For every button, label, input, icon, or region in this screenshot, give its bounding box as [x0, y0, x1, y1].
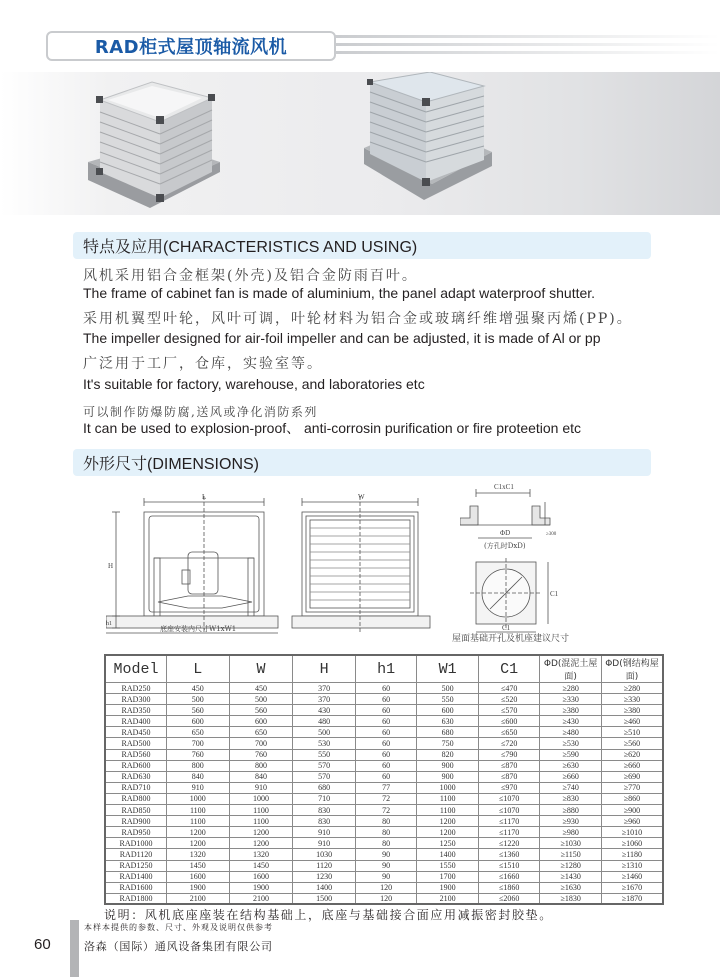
page-number: 60	[34, 936, 51, 953]
table-cell: 60	[355, 727, 417, 738]
column-header: W	[229, 655, 293, 683]
table-cell: ≥1830	[540, 893, 602, 904]
table-cell: ≤470	[478, 683, 540, 694]
column-header: W1	[417, 655, 479, 683]
table-cell: 1400	[417, 849, 479, 860]
table-cell: ≥560	[601, 738, 663, 749]
table-cell: 60	[355, 716, 417, 727]
table-header-row	[105, 655, 663, 683]
table-cell: 910	[293, 838, 356, 849]
char-line-3-cn: 广泛用于工厂，仓库，实验室等。	[83, 356, 323, 372]
table-cell: ≥770	[601, 782, 663, 793]
table-cell: 1200	[417, 816, 479, 827]
table-row	[105, 893, 663, 904]
table-cell: 2100	[417, 893, 479, 904]
table-cell: 120	[355, 882, 417, 893]
column-header: ΦD(混泥土屋面)	[540, 655, 602, 683]
table-cell: 500	[229, 694, 293, 705]
table-cell: ≤870	[478, 760, 540, 771]
label-c1xc1: C1xC1	[494, 483, 514, 491]
table-cell: ≥280	[540, 683, 602, 694]
table-cell: ≤2060	[478, 893, 540, 904]
table-cell: ≤570	[478, 705, 540, 716]
table-cell: ≥480	[540, 727, 602, 738]
table-cell: 2100	[167, 893, 230, 904]
title-box	[46, 31, 336, 61]
table-cell: ≥1870	[601, 893, 663, 904]
table-cell: ≥1670	[601, 882, 663, 893]
table-cell: RAD1600	[105, 882, 167, 893]
table-cell: ≥830	[540, 793, 602, 804]
table-cell: ≥630	[540, 760, 602, 771]
table-cell: ≥930	[540, 816, 602, 827]
table-cell: ≥980	[540, 827, 602, 838]
table-row	[105, 860, 663, 871]
section-heading-dimensions	[73, 449, 651, 476]
page-bar-decor	[70, 920, 79, 977]
table-cell: 560	[167, 705, 230, 716]
table-cell: ≥380	[601, 705, 663, 716]
table-cell: 60	[355, 749, 417, 760]
table-cell: 800	[229, 760, 293, 771]
table-cell: 1200	[417, 827, 479, 838]
table-cell: 1000	[417, 782, 479, 793]
table-cell: 1450	[229, 860, 293, 871]
table-cell: 1230	[293, 871, 356, 882]
table-cell: 480	[293, 716, 356, 727]
table-row	[105, 727, 663, 738]
char-line-3-en: It's suitable for factory, warehouse, and laboratories etc	[83, 376, 425, 392]
table-cell: 1550	[417, 860, 479, 871]
dimensions-heading-text: 外形尺寸(DIMENSIONS)	[83, 456, 260, 473]
table-cell: 910	[293, 827, 356, 838]
table-cell: 800	[167, 760, 230, 771]
table-cell: ≥1180	[601, 849, 663, 860]
table-cell: RAD850	[105, 805, 167, 816]
table-cell: ≤970	[478, 782, 540, 793]
table-cell: ≥330	[601, 694, 663, 705]
table-cell: 1100	[229, 805, 293, 816]
table-cell: 750	[417, 738, 479, 749]
table-cell: ≤1360	[478, 849, 540, 860]
table-row	[105, 827, 663, 838]
table-cell: 1000	[229, 793, 293, 804]
label-square-hole: (方孔时DxD)	[484, 542, 526, 550]
table-cell: 1000	[167, 793, 230, 804]
table-cell: 60	[355, 683, 417, 694]
table-cell: 60	[355, 738, 417, 749]
table-cell: 450	[229, 683, 293, 694]
table-cell: RAD350	[105, 705, 167, 716]
table-cell: ≥690	[601, 771, 663, 782]
table-cell: RAD800	[105, 793, 167, 804]
char-line-1-cn: 风机采用铝合金框架(外壳)及铝合金防雨百叶。	[83, 268, 418, 284]
table-cell: 830	[293, 805, 356, 816]
table-cell: ≤1070	[478, 805, 540, 816]
table-cell: 72	[355, 805, 417, 816]
table-cell: 80	[355, 827, 417, 838]
table-cell: 650	[167, 727, 230, 738]
installation-note: 说明：风机底座座装在结构基础上，底座与基础接合面应用减振密封胶垫。	[104, 908, 553, 922]
table-cell: ≤1860	[478, 882, 540, 893]
table-cell: 90	[355, 871, 417, 882]
table-cell: 370	[293, 683, 356, 694]
front-view-drawing	[288, 492, 438, 637]
table-cell: ≥660	[540, 771, 602, 782]
table-cell: ≥380	[540, 705, 602, 716]
table-cell: ≥900	[601, 805, 663, 816]
table-cell: 600	[417, 705, 479, 716]
table-cell: 760	[229, 749, 293, 760]
table-cell: 60	[355, 760, 417, 771]
table-row	[105, 838, 663, 849]
closed-cabinet-fan-photo	[360, 72, 500, 212]
table-row	[105, 805, 663, 816]
table-cell: 560	[229, 705, 293, 716]
table-cell: 1250	[417, 838, 479, 849]
label-L: L	[202, 493, 207, 501]
characteristics-heading-text: 特点及应用(CHARACTERISTICS AND USING)	[83, 239, 418, 256]
column-header: C1	[478, 655, 540, 683]
char-line-4-cn: 可以制作防爆防腐,送风或净化消防系列	[83, 405, 318, 419]
label-base-inner: 底座安装内尺寸W1xW1	[160, 625, 237, 633]
table-cell: 570	[293, 760, 356, 771]
table-cell: 1200	[229, 838, 293, 849]
table-cell: 1100	[167, 805, 230, 816]
table-cell: 500	[293, 727, 356, 738]
table-cell: 500	[417, 683, 479, 694]
table-cell: ≥1430	[540, 871, 602, 882]
table-cell: 430	[293, 705, 356, 716]
table-cell: 530	[293, 738, 356, 749]
table-cell: RAD1400	[105, 871, 167, 882]
table-cell: ≥960	[601, 816, 663, 827]
column-header: Model	[105, 655, 167, 683]
char-line-2-en: The impeller designed for air-foil impeller and can be adjusted, it is made of Al or pp	[83, 330, 601, 346]
title-decor-stripes	[330, 35, 720, 57]
table-cell: 630	[417, 716, 479, 727]
table-cell: ≤1170	[478, 816, 540, 827]
table-cell: 830	[293, 816, 356, 827]
table-row	[105, 738, 663, 749]
label-h1: h1	[106, 621, 112, 627]
table-cell: RAD1000	[105, 838, 167, 849]
table-cell: 500	[167, 694, 230, 705]
table-cell: 1100	[417, 805, 479, 816]
table-cell: 1400	[293, 882, 356, 893]
table-cell: RAD950	[105, 827, 167, 838]
side-view-drawing	[106, 492, 286, 637]
table-cell: ≥1030	[540, 838, 602, 849]
column-header: h1	[355, 655, 417, 683]
section-heading-characteristics	[73, 232, 651, 259]
table-cell: ≥1460	[601, 871, 663, 882]
table-cell: ≥1630	[540, 882, 602, 893]
table-cell: 700	[229, 738, 293, 749]
table-cell: 2100	[229, 893, 293, 904]
table-cell: ≤600	[478, 716, 540, 727]
table-cell: ≥860	[601, 793, 663, 804]
table-body	[105, 683, 663, 905]
table-row	[105, 849, 663, 860]
table-row	[105, 760, 663, 771]
table-cell: RAD400	[105, 716, 167, 727]
table-cell: 1600	[229, 871, 293, 882]
table-cell: 370	[293, 694, 356, 705]
table-cell: ≤1170	[478, 827, 540, 838]
table-cell: 680	[417, 727, 479, 738]
table-cell: 710	[293, 793, 356, 804]
table-cell: ≤790	[478, 749, 540, 760]
table-cell: ≤1660	[478, 871, 540, 882]
table-cell: 450	[167, 683, 230, 694]
table-cell: 1450	[167, 860, 230, 871]
label-min300: ≥300	[546, 532, 557, 537]
table-row	[105, 771, 663, 782]
table-cell: ≥590	[540, 749, 602, 760]
table-cell: ≥880	[540, 805, 602, 816]
table-cell: 910	[229, 782, 293, 793]
column-header: L	[167, 655, 230, 683]
table-row	[105, 694, 663, 705]
roof-caption: 屋面基础开孔及机座建议尺寸	[452, 634, 570, 644]
table-row	[105, 793, 663, 804]
table-cell: ≥1150	[540, 849, 602, 860]
table-cell: ≥620	[601, 749, 663, 760]
table-cell: 680	[293, 782, 356, 793]
table-cell: 820	[417, 749, 479, 760]
table-cell: 1100	[229, 816, 293, 827]
table-cell: RAD250	[105, 683, 167, 694]
table-cell: 72	[355, 793, 417, 804]
table-cell: 1900	[229, 882, 293, 893]
table-cell: ≥460	[601, 716, 663, 727]
table-cell: 700	[167, 738, 230, 749]
table-cell: 1200	[167, 827, 230, 838]
table-cell: 570	[293, 771, 356, 782]
table-cell: 1200	[167, 838, 230, 849]
table-cell: 650	[229, 727, 293, 738]
table-cell: 1100	[167, 816, 230, 827]
table-cell: 550	[293, 749, 356, 760]
table-cell: ≥280	[601, 683, 663, 694]
table-cell: 1900	[417, 882, 479, 893]
table-row	[105, 683, 663, 694]
page-title: RAD柜式屋顶轴流风机	[94, 37, 288, 58]
table-cell: 1320	[229, 849, 293, 860]
table-cell: 1500	[293, 893, 356, 904]
table-cell: 550	[417, 694, 479, 705]
table-cell: RAD900	[105, 816, 167, 827]
table-cell: RAD710	[105, 782, 167, 793]
table-cell: 900	[417, 760, 479, 771]
table-cell: ≥1280	[540, 860, 602, 871]
table-row	[105, 871, 663, 882]
table-cell: 1120	[293, 860, 356, 871]
char-line-1-en: The frame of cabinet fan is made of aluminium, the panel adapt waterproof shutter.	[83, 285, 596, 301]
table-cell: 840	[167, 771, 230, 782]
table-cell: RAD1250	[105, 860, 167, 871]
label-phiD: ΦD	[500, 529, 511, 537]
table-row	[105, 882, 663, 893]
table-cell: 1030	[293, 849, 356, 860]
table-cell: ≥430	[540, 716, 602, 727]
open-top-cabinet-fan-photo	[80, 80, 230, 215]
table-cell: 840	[229, 771, 293, 782]
table-cell: ≥510	[601, 727, 663, 738]
table-cell: RAD1120	[105, 849, 167, 860]
table-cell: 80	[355, 838, 417, 849]
table-cell: RAD560	[105, 749, 167, 760]
table-row	[105, 816, 663, 827]
table-cell: 900	[417, 771, 479, 782]
table-cell: 60	[355, 771, 417, 782]
table-cell: ≥660	[601, 760, 663, 771]
table-cell: 1700	[417, 871, 479, 882]
table-cell: 1100	[417, 793, 479, 804]
table-cell: ≥330	[540, 694, 602, 705]
table-cell: ≥1060	[601, 838, 663, 849]
table-cell: RAD1800	[105, 893, 167, 904]
table-cell: 120	[355, 893, 417, 904]
label-W: W	[358, 493, 365, 501]
table-cell: 60	[355, 694, 417, 705]
spec-table	[104, 654, 664, 905]
table-cell: ≥1310	[601, 860, 663, 871]
table-cell: 90	[355, 849, 417, 860]
table-cell: ≤870	[478, 771, 540, 782]
table-cell: RAD630	[105, 771, 167, 782]
table-cell: ≤1220	[478, 838, 540, 849]
table-cell: 1600	[167, 871, 230, 882]
table-cell: ≤1510	[478, 860, 540, 871]
table-cell: ≤1070	[478, 793, 540, 804]
char-line-4-en: It can be used to explosion-proof、 anti-corrosin purification or fire proteetion etc	[83, 420, 582, 436]
table-cell: 600	[229, 716, 293, 727]
reference-disclaimer: 本样本提供的参数、尺寸、外观及说明仅供参考	[84, 923, 273, 932]
table-cell: 1900	[167, 882, 230, 893]
label-c1-bottom: C1	[502, 624, 511, 632]
char-line-2-cn: 采用机翼型叶轮，风叶可调，叶轮材料为铝合金或玻璃纤维增强聚丙烯(PP)。	[83, 311, 633, 327]
table-cell: 80	[355, 816, 417, 827]
column-header: H	[293, 655, 356, 683]
product-photo-band	[0, 72, 720, 215]
table-cell: ≤650	[478, 727, 540, 738]
label-c1-side: C1	[550, 590, 559, 598]
table-row	[105, 749, 663, 760]
table-cell: 1200	[229, 827, 293, 838]
table-cell: 1320	[167, 849, 230, 860]
table-row	[105, 705, 663, 716]
table-cell: 90	[355, 860, 417, 871]
table-cell: RAD500	[105, 738, 167, 749]
table-cell: ≤520	[478, 694, 540, 705]
table-cell: RAD600	[105, 760, 167, 771]
table-cell: RAD450	[105, 727, 167, 738]
table-cell: ≥1010	[601, 827, 663, 838]
table-cell: 760	[167, 749, 230, 760]
table-cell: 910	[167, 782, 230, 793]
table-cell: ≥740	[540, 782, 602, 793]
table-cell: RAD300	[105, 694, 167, 705]
table-cell: ≥530	[540, 738, 602, 749]
table-row	[105, 716, 663, 727]
roof-opening-drawing	[460, 480, 580, 640]
column-header: ΦD(钢结构屋面)	[601, 655, 663, 683]
table-cell: 600	[167, 716, 230, 727]
label-H: H	[108, 562, 114, 570]
table-row	[105, 782, 663, 793]
table-cell: 60	[355, 705, 417, 716]
table-cell: 77	[355, 782, 417, 793]
table-cell: ≤720	[478, 738, 540, 749]
company-name: 洛森（国际）通风设备集团有限公司	[84, 940, 273, 953]
